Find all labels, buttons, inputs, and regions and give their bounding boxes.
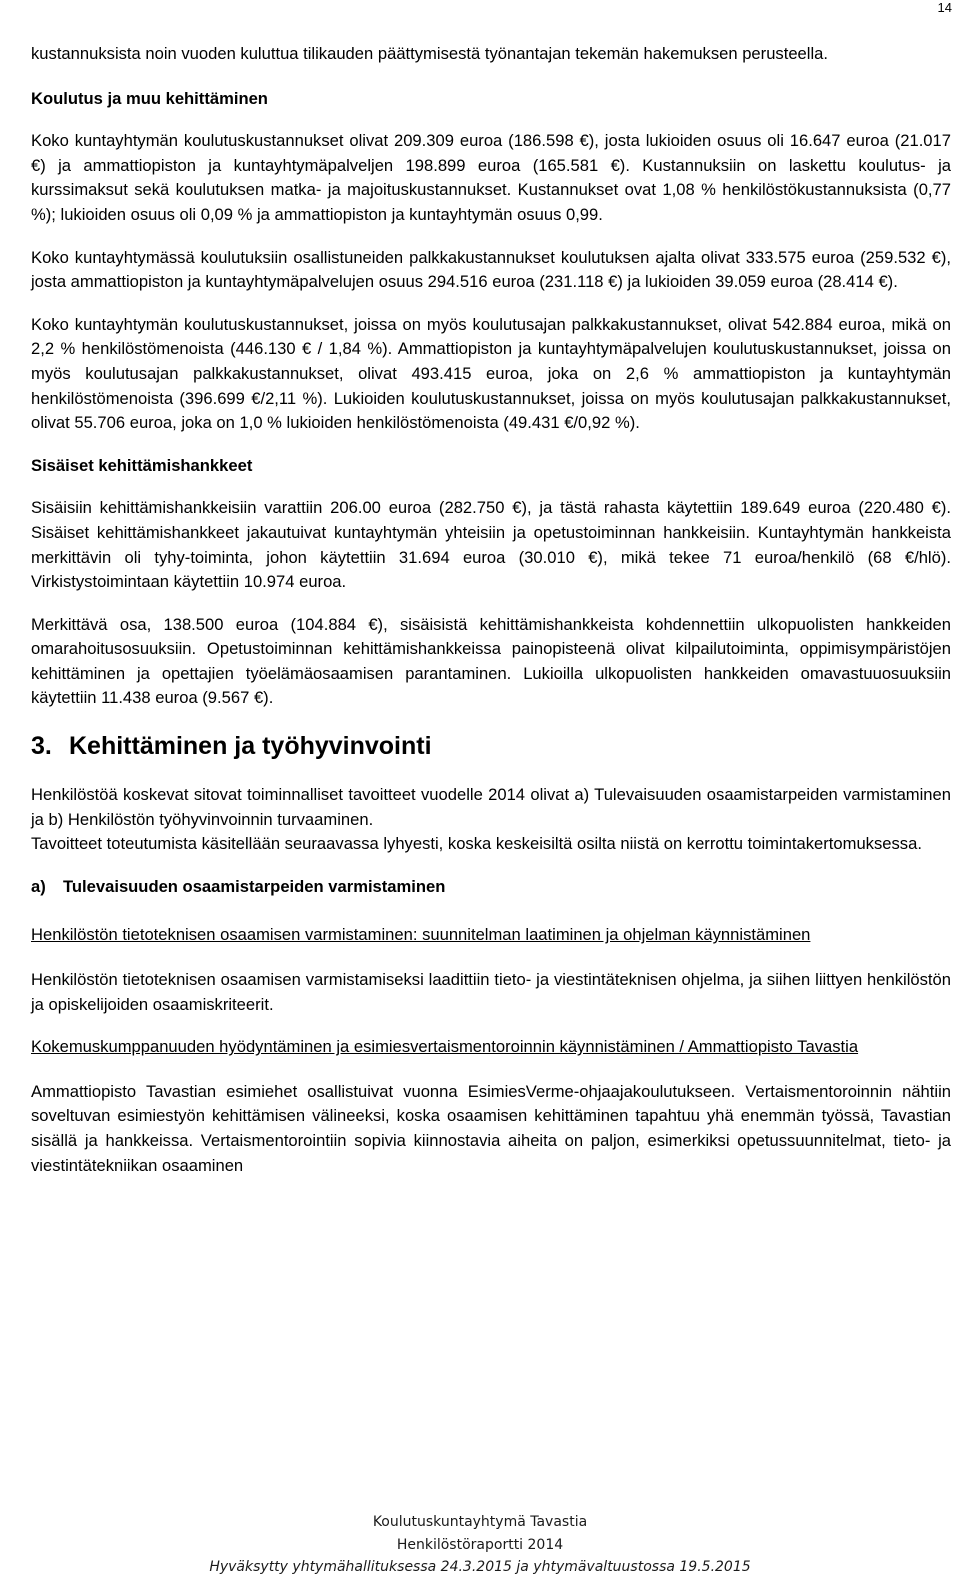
underlined-topic-it-skills: Henkilöstön tietoteknisen osaamisen varmistaminen: suunnitelman laatiminen ja ohjelman käynnistäminen <box>31 925 811 945</box>
subheading-a <box>31 875 951 900</box>
heading-internal-projects: Sisäiset kehittämishankkeet <box>31 455 253 475</box>
page-content <box>31 42 951 1196</box>
footer-organization: Koulutuskuntayhtymä Tavastia <box>372 1514 588 1530</box>
footer-approval-note: Hyväksytty yhtymähallituksessa 24.3.2015 ja yhtymävaltuustossa 19.5.2015 <box>209 1559 751 1575</box>
paragraph-internal-projects: Sisäisiin kehittämishankkeisiin varattiin 206.00 euroa (282.750 €), ja tästä rahasta käytettiin 189.649 euroa (220.480 €). Sisäiset kehittämishankkeet jakautuivat kuntayhtymän yhteisiin ja opetustoiminnan hankkeisiin. Kuntayhtymän hankkeista merkittävin oli tyhy-toiminta, johon käytettiin 31.694 euroa (30.010 €), mikä tekee 71 euroa/henkilö (68 €/hlö). Virkistystoimintaan käytettiin 10.974 euroa. <box>31 498 951 592</box>
paragraph-goals-review: Tavoitteet toteutumista käsitellään seuraavassa lyhyesti, koska keskeisiltä osilta niistä on kerrottu toimintakertomuksessa. <box>31 834 922 854</box>
subheading-title: Tulevaisuuden osaamistarpeiden varmistaminen <box>63 876 446 896</box>
section-heading <box>31 731 951 761</box>
footer-report-title: Henkilöstöraportti 2014 <box>396 1537 564 1553</box>
section-number: 3. <box>31 732 52 761</box>
paragraph-continuation: kustannuksista noin vuoden kuluttua tilikauden päättymisestä työnantajan tekemän hakemuksen perusteella. <box>31 44 828 63</box>
paragraph-project-funding: Merkittävä osa, 138.500 euroa (104.884 €), sisäisistä kehittämishankkeista kohdennettiin ulkopuolisten hankkeiden omarahoitusosuuksiin. Opetustoiminnan kehittämishankkeissa painopisteenä olivat kilpailutoiminta, oppimisympäristöjen kehittäminen ja opettajien työelämäosaamisen parantaminen. Lukioilla ulkopuolisten hankkeiden omavastuuosuuksiin käytettiin 11.438 euroa (9.567 €). <box>31 614 951 708</box>
paragraph-it-skills: Henkilöstön tietoteknisen osaamisen varmistamiseksi laadittiin tieto- ja viestintäteknisen ohjelma, ja siihen liittyen henkilöstön ja opiskelijoiden osaamiskriteerit. <box>31 970 951 1014</box>
paragraph-salary-costs: Koko kuntayhtymässä koulutuksiin osallistuneiden palkkakustannukset koulutuksen ajalta olivat 333.575 euroa (259.532 €), josta ammattiopiston ja kuntayhtymäpalvelujen osuus 294.516 euroa (231.118 €) ja lukioiden 39.059 euroa (28.414 €). <box>31 247 951 292</box>
section-title: Kehittäminen ja työhyvinvointi <box>69 732 432 761</box>
subheading-letter: a) <box>31 876 46 896</box>
paragraph-mentoring: Ammattiopisto Tavastian esimiehet osallistuivat vuonna EsimiesVerme-ohjaajakoulutukseen. Vertaismentoroinnin nähtiin soveltuvan esimiestyön kehittämisen välineeksi, koska osaamisen kehittäminen tapahtuu yhä enemmän työssä, Tavastian sisällä ja hankkeissa. Vertaismentorointiin sopivia kiinnostavia aiheita on paljon, esimerkiksi opetussuunnitelmat, tieto- ja viestintätekniikan osaaminen <box>31 1081 951 1175</box>
paragraph-training-costs: Koko kuntayhtymän koulutuskustannukset olivat 209.309 euroa (186.598 €), josta lukioiden osuus oli 16.647 euroa (21.017 €) ja ammattiopiston ja kuntayhtymäpalveljen 198.899 euroa (165.581 €). Kustannuksiin on laskettu koulutus- ja kurssimaksut sekä koulutuksen matka- ja majoituskustannukset. Kustannukset ovat 1,08 % henkilöstökustannuksista (0,77 %); lukioiden osuus oli 0,09 % ja ammattiopiston ja kuntayhtymän osuus 0,99. <box>31 131 951 224</box>
page-number: 14 <box>937 0 952 15</box>
heading-koulutus: Koulutus ja muu kehittäminen <box>31 88 268 108</box>
underlined-topic-mentoring: Kokemuskumppanuuden hyödyntäminen ja esimiesvertaismentoroinnin käynnistäminen / Ammattiopisto Tavastia <box>31 1037 859 1057</box>
paragraph-goals: Henkilöstöä koskevat sitovat toiminnalliset tavoitteet vuodelle 2014 olivat a) Tulevaisuuden osaamistarpeiden varmistaminen ja b) Henkilöstön työhyvinvoinnin turvaaminen. <box>31 785 951 829</box>
paragraph-total-training-costs: Koko kuntayhtymän koulutuskustannukset, joissa on myös koulutusajan palkkakustannukset, olivat 542.884 euroa, mikä on 2,2 % henkilöstömenoista (446.130 € / 1,84 %). Ammattiopiston ja kuntayhtymäpalvelujen koulutuskustannukset, joissa on myös koulutusajan palkkakustannukset, olivat 493.415 euroa, joka on 2,6 % ammattiopiston ja kuntayhtymän henkilöstömenoista (396.699 €/2,11 %). Lukioiden koulutuskustannukset, joissa on myös koulutusajan palkkakustannukset, olivat 55.706 euroa, joka on 1,0 % lukioiden henkilöstömenoista (49.431 €/0,92 %). <box>31 314 951 433</box>
